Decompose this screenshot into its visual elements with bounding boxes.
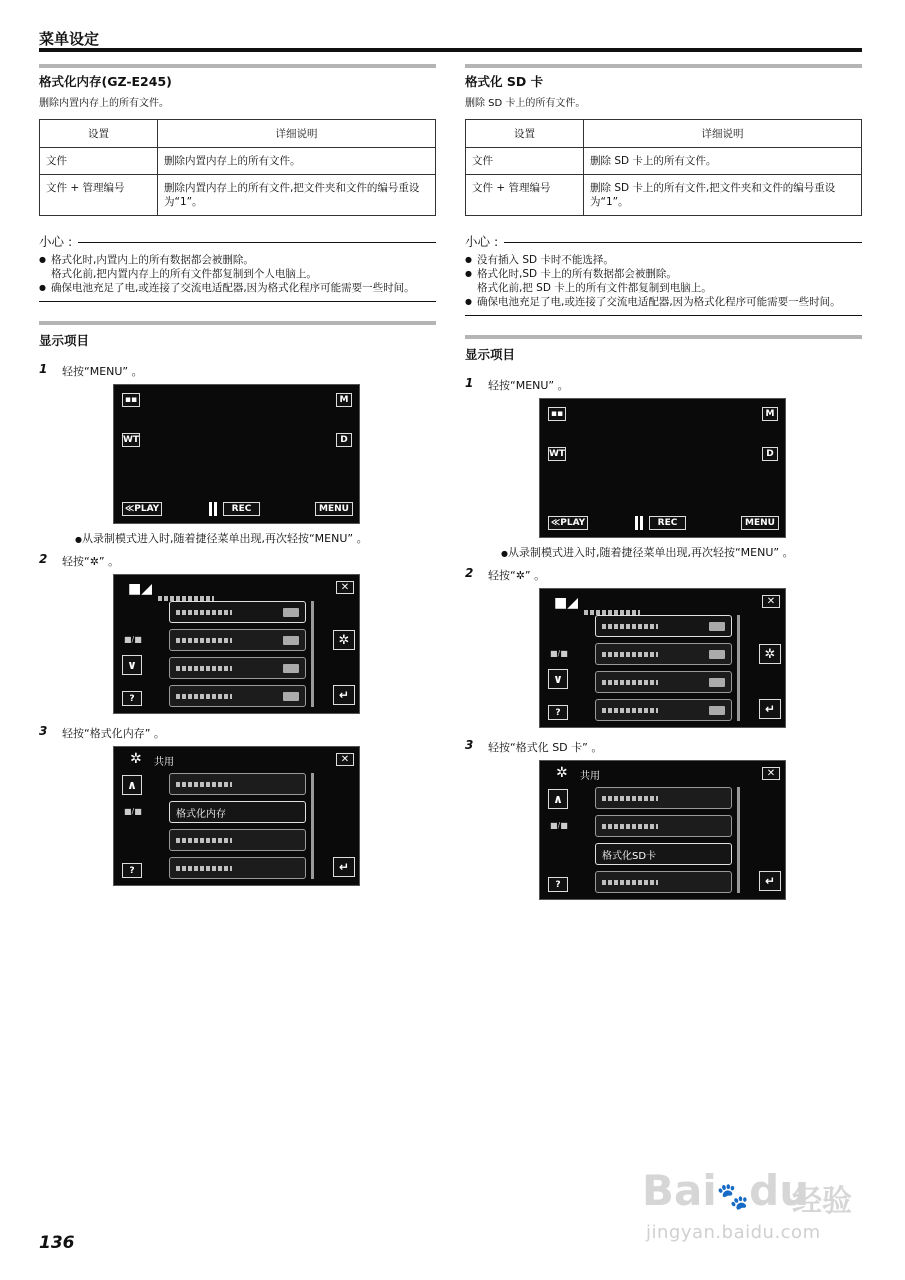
step-note: ● 从录制模式进入时,随着捷径菜单出现,再次轻按“MENU” 。 xyxy=(501,544,862,560)
rec-button[interactable]: REC xyxy=(223,502,260,516)
page-indicator: ■/■ xyxy=(550,649,568,658)
menu-item[interactable] xyxy=(169,773,306,795)
d-button[interactable]: D xyxy=(762,447,778,461)
camera-screen-common xyxy=(539,760,786,900)
wt-button[interactable]: WT xyxy=(548,449,566,459)
format-memory-item[interactable]: 格式化内存 xyxy=(169,801,306,823)
step xyxy=(39,724,436,740)
step xyxy=(465,376,862,392)
chevron-down-icon[interactable]: ∨ xyxy=(548,669,568,689)
section-title: 格式化 SD 卡 xyxy=(465,74,544,89)
step-text: 轻按“格式化 SD 卡” 。 xyxy=(488,741,603,754)
caution-rule xyxy=(504,242,862,243)
menu-item[interactable] xyxy=(169,857,306,879)
header-rule xyxy=(39,48,862,52)
step-number: 3 xyxy=(465,738,474,752)
caution-item: ● 确保电池充足了电,或连接了交流电适配器,因为格式化程序可能需要一些时间。 xyxy=(465,295,862,309)
menu-item[interactable] xyxy=(169,829,306,851)
pause-icon xyxy=(209,502,217,516)
menu-heading: 共用 xyxy=(154,757,174,768)
table-cell: 删除 SD 卡上的所有文件。 xyxy=(584,148,862,175)
step-note: ● 从录制模式进入时,随着捷径菜单出现,再次轻按“MENU” 。 xyxy=(75,530,436,546)
caution-heading xyxy=(465,232,862,250)
format-sd-item[interactable]: 格式化SD卡 xyxy=(595,843,732,865)
caution-heading xyxy=(39,232,436,250)
page-header-title: 菜单设定 xyxy=(39,30,100,48)
watermark-cn: 经验 xyxy=(792,1184,852,1219)
close-icon[interactable]: ✕ xyxy=(336,581,354,594)
menu-item[interactable] xyxy=(595,615,732,637)
table-cell: 删除内置内存上的所有文件。 xyxy=(158,148,436,175)
help-icon[interactable]: ? xyxy=(548,877,568,892)
section-desc: 删除 SD 卡上的所有文件。 xyxy=(465,98,586,109)
display-title: 显示项目 xyxy=(39,333,90,348)
step-text: 轻按“MENU” 。 xyxy=(62,365,143,378)
section-rule xyxy=(39,321,436,325)
menu-item[interactable] xyxy=(595,815,732,837)
gear-icon[interactable]: ✲ xyxy=(759,644,781,664)
caution-label: 小心 : xyxy=(465,234,499,249)
scrollbar[interactable] xyxy=(737,615,740,721)
gear-icon[interactable]: ✲ xyxy=(333,630,355,650)
camera-screen-record xyxy=(539,398,786,538)
d-button[interactable]: D xyxy=(336,433,352,447)
video-camera-icon: ■◢ xyxy=(128,581,152,597)
step-number: 2 xyxy=(465,566,474,580)
menu-item[interactable] xyxy=(595,699,732,721)
page-indicator: ■/■ xyxy=(124,807,142,816)
step xyxy=(465,738,862,754)
back-icon[interactable]: ↵ xyxy=(333,857,355,877)
step xyxy=(465,566,862,582)
table-row xyxy=(466,175,862,216)
step-text: 轻按“MENU” 。 xyxy=(488,379,569,392)
step xyxy=(39,552,436,568)
menu-button[interactable]: MENU xyxy=(741,516,779,530)
chevron-up-icon[interactable]: ∧ xyxy=(122,775,142,795)
m-button[interactable]: M xyxy=(336,393,352,407)
table-header: 设置 xyxy=(40,120,158,148)
gear-icon: ✲ xyxy=(130,751,142,767)
caution-item: ● 确保电池充足了电,或连接了交流电适配器,因为格式化程序可能需要一些时间。 xyxy=(39,281,436,295)
table-cell: 文件 + 管理编号 xyxy=(466,175,584,216)
step-text: 轻按“✲” 。 xyxy=(488,569,546,582)
back-icon[interactable]: ↵ xyxy=(333,685,355,705)
camera-screen-menu xyxy=(113,574,360,714)
chevron-down-icon[interactable]: ∨ xyxy=(122,655,142,675)
right-column xyxy=(465,64,862,900)
m-button[interactable]: M xyxy=(762,407,778,421)
table-cell: 文件 xyxy=(466,148,584,175)
video-mode-icon[interactable]: ▪▪ xyxy=(548,407,566,421)
page-indicator: ■/■ xyxy=(124,635,142,644)
table-cell: 删除 SD 卡上的所有文件,把文件夹和文件的编号重设为“1”。 xyxy=(584,175,862,216)
back-icon[interactable]: ↵ xyxy=(759,871,781,891)
close-icon[interactable]: ✕ xyxy=(762,767,780,780)
caution-item: ● 格式化时,SD 卡上的所有数据都会被删除。 格式化前,把 SD 卡上的所有文件都复制到电脑上。 xyxy=(465,267,862,295)
back-icon[interactable]: ↵ xyxy=(759,699,781,719)
settings-table xyxy=(39,119,436,216)
chevron-up-icon[interactable]: ∧ xyxy=(548,789,568,809)
scrollbar[interactable] xyxy=(737,787,740,893)
close-icon[interactable]: ✕ xyxy=(336,753,354,766)
menu-item[interactable] xyxy=(169,629,306,651)
caution-item: ● 格式化时,内置内上的所有数据都会被删除。 格式化前,把内置内存上的所有文件都复制到个人电脑上。 xyxy=(39,253,436,281)
table-header: 详细说明 xyxy=(158,120,436,148)
menu-item[interactable] xyxy=(595,871,732,893)
gear-icon: ✲ xyxy=(556,765,568,781)
page-number: 136 xyxy=(39,1233,75,1253)
caution-list xyxy=(39,253,436,302)
table-header: 设置 xyxy=(466,120,584,148)
table-row xyxy=(40,148,436,175)
caution-rule xyxy=(78,242,436,243)
caution-list xyxy=(465,253,862,316)
step-text: 轻按“格式化内存” 。 xyxy=(62,727,165,740)
rec-button[interactable]: REC xyxy=(649,516,686,530)
step-number: 1 xyxy=(39,362,48,376)
play-button[interactable]: ≪PLAY xyxy=(122,502,162,516)
scrollbar[interactable] xyxy=(311,773,314,879)
step-number: 3 xyxy=(39,724,48,738)
wt-button[interactable]: WT xyxy=(122,435,140,445)
menu-item[interactable] xyxy=(595,787,732,809)
table-row xyxy=(40,175,436,216)
step xyxy=(39,362,436,378)
step-number: 2 xyxy=(39,552,48,566)
close-icon[interactable]: ✕ xyxy=(762,595,780,608)
play-button[interactable]: ≪PLAY xyxy=(548,516,588,530)
section-rule xyxy=(465,335,862,339)
table-header: 详细说明 xyxy=(584,120,862,148)
camera-screen-menu xyxy=(539,588,786,728)
settings-table xyxy=(465,119,862,216)
scrollbar[interactable] xyxy=(311,601,314,707)
display-title: 显示项目 xyxy=(465,347,516,362)
menu-item[interactable] xyxy=(169,685,306,707)
camera-screen-record xyxy=(113,384,360,524)
menu-item[interactable] xyxy=(169,657,306,679)
caution-item: ● 没有插入 SD 卡时不能选择。 xyxy=(465,253,862,267)
table-cell: 文件 + 管理编号 xyxy=(40,175,158,216)
baidu-watermark xyxy=(642,1150,862,1250)
section-title: 格式化内存(GZ-E245) xyxy=(39,74,172,89)
help-icon[interactable]: ? xyxy=(122,691,142,706)
section-desc: 删除内置内存上的所有文件。 xyxy=(39,98,169,109)
help-icon[interactable]: ? xyxy=(548,705,568,720)
step-text: 轻按“✲” 。 xyxy=(62,555,120,568)
help-icon[interactable]: ? xyxy=(122,863,142,878)
menu-item[interactable] xyxy=(595,643,732,665)
pause-icon xyxy=(635,516,643,530)
section-rule xyxy=(465,64,862,68)
table-cell: 文件 xyxy=(40,148,158,175)
menu-item[interactable] xyxy=(595,671,732,693)
video-mode-icon[interactable]: ▪▪ xyxy=(122,393,140,407)
menu-button[interactable]: MENU xyxy=(315,502,353,516)
section-rule xyxy=(39,64,436,68)
left-column xyxy=(39,64,436,886)
step-number: 1 xyxy=(465,376,474,390)
menu-heading: 共用 xyxy=(580,771,600,782)
caution-label: 小心 : xyxy=(39,234,73,249)
video-camera-icon: ■◢ xyxy=(554,595,578,611)
table-row xyxy=(466,148,862,175)
menu-item[interactable] xyxy=(169,601,306,623)
page-indicator: ■/■ xyxy=(550,821,568,830)
camera-screen-common xyxy=(113,746,360,886)
table-cell: 删除内置内存上的所有文件,把文件夹和文件的编号重设为“1”。 xyxy=(158,175,436,216)
watermark-brand: Bai🐾du xyxy=(642,1166,810,1215)
watermark-url: jingyan.baidu.com xyxy=(646,1222,821,1243)
